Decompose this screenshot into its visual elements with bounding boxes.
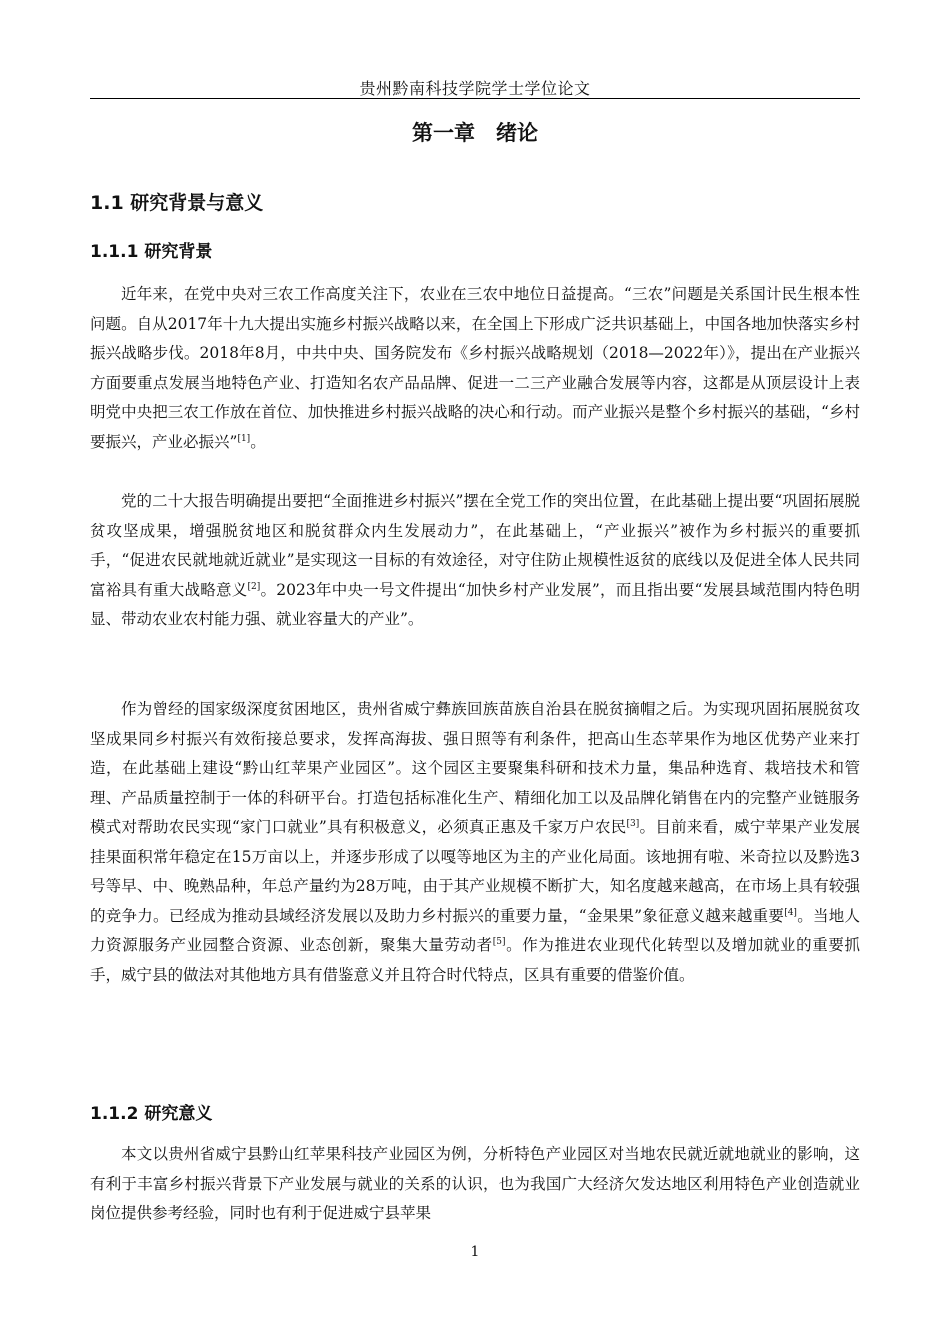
citation-1: [1] — [237, 433, 251, 444]
page-number: 1 — [470, 1244, 480, 1260]
paragraph-text: 本文以贵州省威宁县黔山红苹果科技产业园区为例，分析特色产业园区对当地农民就近就地就业的影响，这有利于丰富乡村振兴背景下产业发展与就业的关系的认识，也为我国广大经济欠发达地区利用特色产业创造就业岗位提供参考经验，同时也有利于促进威宁县苹果 — [90, 1145, 860, 1222]
header-rule — [90, 98, 860, 99]
paragraph-text: 。作为推进农业现代化转型以及增加就业的重要抓手，威宁县的做法对其他地方具有借鉴意义并且符合时代特点，区具有重要的借鉴价值。 — [90, 936, 860, 984]
section-heading-1-1-2: 1.1.2 研究意义 — [90, 1104, 213, 1124]
section-heading-1-1: 1.1 研究背景与意义 — [90, 192, 264, 214]
paragraph-text: 。2023年中央一号文件提出“加快乡村产业发展”，而且指出要“发展县域范围内特色明显、带动农业农村能力强、就业容量大的产业”。 — [90, 580, 860, 628]
paragraph-text: 党的二十大报告明确提出要把“全面推进乡村振兴”摆在全党工作的突出位置，在此基础上提出要“巩固拓展脱贫攻坚成果，增强脱贫地区和脱贫群众内生发展动力”，在此基础上，“产业振兴”被作为乡村振兴的重要抓手，“促进农民就地就近就业”是实现这一目标的有效途径，对守住防止规模性返贫的底线以及促进全体人民共同富裕具有重大战略意义 — [90, 492, 860, 599]
paragraph-background-3 — [90, 695, 860, 990]
running-header: 贵州黔南科技学院学士学位论文 — [359, 79, 591, 98]
citation-2: [2] — [247, 581, 261, 592]
citation-4: [4] — [784, 907, 797, 918]
paragraph-text: 。当地人力资源服务产业园整合资源、业态创新，聚集大量劳动者 — [90, 906, 860, 954]
paragraph-text: 。目前来看，威宁苹果产业发展挂果面积常年稳定在15万亩以上，并逐步形成了以嘎等地区为主的产业化局面。该地拥有啦、米奇拉以及黔选3号等早、中、晚熟品种，年总产量约为28万吨，由于其产业规模不断扩大，知名度越来越高，在市场上具有较强的竞争力。已经成为推动县域经济发展以及助力乡村振兴的重要力量，“金果果”象征意义越来越重要 — [90, 818, 860, 925]
paragraph-text: 近年来，在党中央对三农工作高度关注下，农业在三农中地位日益提高。“三农”问题是关系国计民生根本性问题。自从2017年十九大提出实施乡村振兴战略以来，在全国上下形成广泛共识基础上，中国各地加快落实乡村振兴战略步伐。2018年8月，中共中央、国务院发布《乡村振兴战略规划（2018—2022年）》，提出在产业振兴方面要重点发展当地特色产业、打造知名农产品品牌、促进一二三产业融合发展等内容，这都是从顶层设计上表明党中央把三农工作放在首位、加快推进乡村振兴战略的决心和行动。而产业振兴是整个乡村振兴的基础，“乡村要振兴，产业必振兴” — [90, 285, 860, 451]
paragraph-background-2 — [90, 487, 860, 635]
chapter-title: 第一章 绪论 — [412, 121, 538, 145]
paragraph-text: 作为曾经的国家级深度贫困地区，贵州省威宁彝族回族苗族自治县在脱贫摘帽之后。为实现巩固拓展脱贫攻坚成果同乡村振兴有效衔接总要求，发挥高海拔、强日照等有利条件，把高山生态苹果作为地区优势产业来打造，在此基础上建设“黔山红苹果产业园区”。这个园区主要聚集科研和技术力量，集品种选育、栽培技术和管理、产品质量控制于一体的科研平台。打造包括标准化生产、精细化加工以及品牌化销售在内的完整产业链服务模式对帮助农民实现“家门口就业”具有积极意义，必须真正惠及千家万户农民 — [90, 700, 860, 836]
section-heading-1-1-1: 1.1.1 研究背景 — [90, 242, 213, 262]
citation-5: [5] — [492, 937, 506, 947]
paragraph-significance-1 — [90, 1140, 860, 1229]
paragraph-background-1 — [90, 280, 860, 457]
paragraph-text: 。 — [250, 432, 266, 451]
citation-3: [3] — [626, 819, 640, 829]
